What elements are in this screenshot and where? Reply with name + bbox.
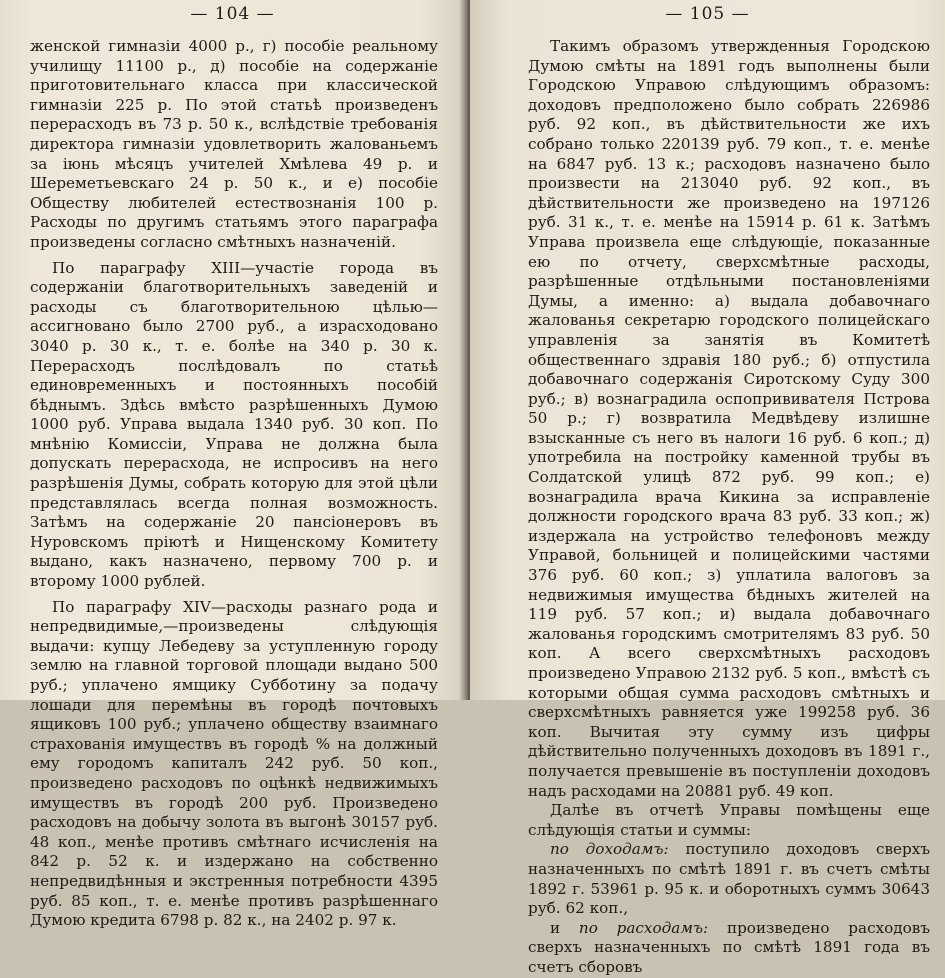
income-entry [528,840,930,918]
paragraph: Такимъ образомъ утвержденныя Городскою Думою смѣты на 1891 годъ выполнены были Городскою Управою слѣдующимъ образомъ: доходовъ предположено было собрать 226986 руб. 92 коп., въ дѣйствительности же ихъ собрано только 220139 руб. 79 коп., т. е. менѣе на 6847 руб. 13 к.; расходовъ назначено было произвести на 213040 руб. 92 коп., въ дѣйствительности же произведено на 197126 руб. 31 к., т. е. менѣе на 15914 р. 61 к. Затѣмъ Управа произвела еще слѣдующіе, показанные ею по отчету, сверхсмѣтные расходы, разрѣшенные отдѣльными постановленіями Думы, а именно: а) выдала добавочнаго жалованья секретарю городского полицейскаго управленія за занятія въ Комитетѣ общественнаго здравія 180 руб.; б) отпустила добавочнаго содержанія Сиротскому Суду 300 руб.; в) вознаградила оспопрививателя Пстрова 50 р.; г) возвратила Медвѣдеву излишне взысканные съ него въ налоги 16 руб. 6 коп.; д) употребила на постройку каменной трубы въ Солдатской улицѣ 872 руб. 99 коп.; е) вознаградила врача Кикина за исправленіе должности городского врача 83 руб. 33 коп.; ж) издержала на устройство телефоновъ между Управой, больницей и полицейскими частями 376 руб. 60 коп.; з) уплатила валоговъ за недвижимыя имущества бѣдныхъ жителей на 119 руб. 57 коп.; и) выдала добавочнаго жалованья городскимъ смотрителямъ 83 руб. 50 коп. А всего сверхсмѣтныхъ расходовъ произведено Управою 2132 руб. 5 коп., вмѣстѣ съ которыми общая сумма расходовъ смѣтныхъ и сверхсмѣтныхъ равняется уже 199258 руб. 36 коп. Вычитая эту сумму изъ цифры дѣйствительно полученныхъ доходовъ въ 1891 г., получается превышеніе въ поступленіи доходовъ надъ расходами на 20881 руб. 49 коп. [528,37,930,800]
expense-label: по расходамъ: [578,918,709,937]
expense-entry [528,919,930,978]
expense-prefix: и [550,918,561,937]
page-number: — 104 — [190,4,275,24]
paragraph: По параграфу XIV—расходы разнаго рода и непредвидимые,—произведены слѣдующія выдачи: купцу Лебедеву за уступленную городу землю на главной торговой площади выдано 500 руб.; уплачено ямщику Субботину за подачу лошади для перемѣны въ городѣ почтовыхъ ящиковъ 100 руб.; уплачено обществу взаимнаго страхованія имуществъ въ городѣ % на должный ему городомъ капиталъ 242 руб. 50 коп., произведено расходовъ по оцѣнкѣ недвижимыхъ имуществъ въ городѣ 200 руб. Произведено расходовъ на добычу золота въ выгонѣ 30157 руб. 48 коп., менѣе противъ смѣтнаго исчисленія на 842 р. 52 к. и издержано на собственно непредвидѣнныя и экстренныя потребности 4395 руб. 85 коп., т. е. менѣе противъ разрѣшеннаго Думою кредита 6798 р. 82 к., на 2402 р. 97 к. [30,597,438,930]
right-page [470,0,945,976]
page-body [528,37,930,978]
paragraph: женской гимназіи 4000 р., г) пособіе реальному училищу 11100 р., д) пособіе на содержаніе приготовительнаго класса при классической гимназіи 225 р. По этой статьѣ произведенъ перерасходъ въ 73 р. 50 к., вслѣдствіе требованія директора гимназіи удовлетворить жалованьемъ за іюнь мѣсяцъ учителей Хмѣлева 49 р. и Шереметьевскаго 24 р. 50 к., и е) пособіе Обществу любителей естествознанія 100 р. Расходы по другимъ статьямъ этого параграфа произведены согласно смѣтныхъ назначеній. [30,37,438,251]
left-page [0,0,465,930]
paragraph: Далѣе въ отчетѣ Управы помѣщены еще слѣдующія статьи и суммы: [528,801,930,839]
page-number: — 105 — [665,4,750,24]
page-body [30,37,438,931]
income-label: по доходамъ: [550,840,669,859]
paragraph: По параграфу XIII—участіе города въ содержаніи благотворительныхъ заведеній и расходы съ благотворительною цѣлью—ассигновано было 2700 руб., а израсходовано 3040 р. 30 к., т. е. болѣе на 340 р. 30 к. Перерасходъ послѣдовалъ по статьѣ единовременныхъ и постоянныхъ пособій бѣднымъ. Здѣсь вмѣсто разрѣшенныхъ Думою 1000 руб. Управа выдала 1340 руб. 30 коп. По мнѣнію Комиссіи, Управа не должна была допускать перерасхода, не испросивъ на него разрѣшенія Думы, собрать которую для этой цѣли представлялась всегда полная возможность. Затѣмъ на содержаніе 20 пансіонеровъ въ Нуровскомъ пріютѣ и Нищенскому Комитету выдано, какъ назначено, первому 700 р. и второму 1000 рублей. [30,258,438,591]
expense-text: произведено расходовъ сверхъ назначенныхъ по смѣтѣ 1891 года въ счетъ сборовъ [528,918,930,976]
income-text: поступило доходовъ сверхъ назначенныхъ по смѣтѣ 1891 г. въ счетъ смѣты 1892 г. 53961 р. 95 к. и оборотныхъ суммъ 30643 руб. 62 коп., [528,840,930,918]
